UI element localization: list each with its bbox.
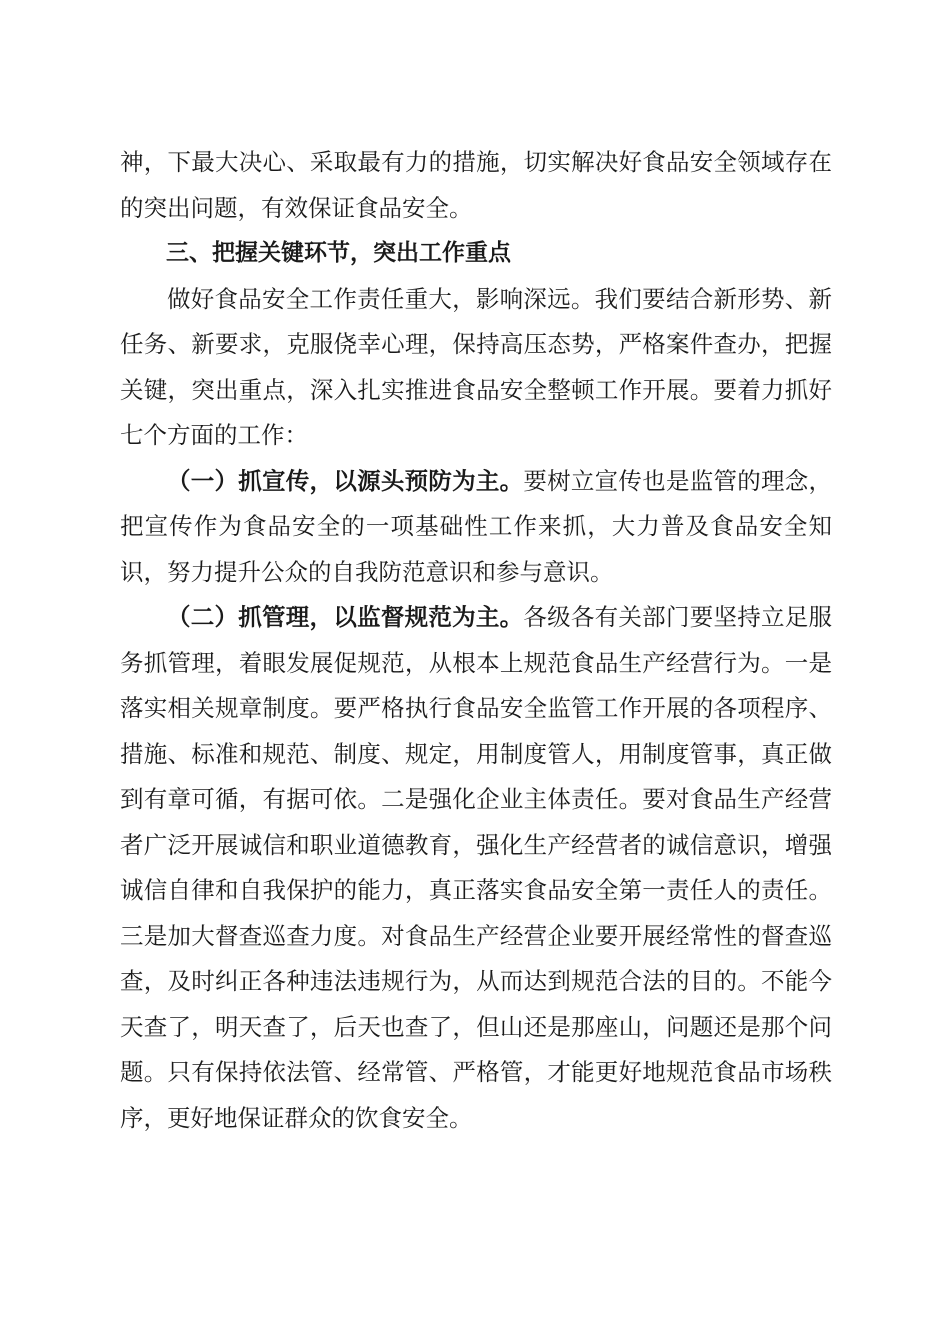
- item-1-title: （一）抓宣传，以源头预防为主。: [167, 466, 524, 495]
- item-1-body: 要树立宣传也是监管的理念，把宣传作为食品安全的一项基础性工作来抓，大力普及食品安全知识，努力提升公众的自我防范意识和参与意识。: [120, 466, 833, 586]
- paragraph-continuation: 神，下最大决心、采取最有力的措施，切实解决好食品安全领域存在的突出问题，有效保证食品安全。: [120, 148, 832, 222]
- item-2-title: （二）抓管理，以监督规范为主。: [167, 603, 524, 631]
- document-body: [120, 140, 832, 1141]
- paragraph-item-2: [120, 595, 832, 1141]
- section-heading-3: 三、把握关键环节，突出工作重点: [166, 240, 511, 266]
- paragraph-intro: 做好食品安全工作责任重大，影响深远。我们要结合新形势、新任务、新要求，克服侥幸心理，保持高压态势，严格案件查办，把握关键，突出重点，深入扎实推进食品安全整顿工作开展。要着力抓好七个方面的工作：: [120, 284, 832, 449]
- paragraph-item-1: [120, 459, 832, 596]
- item-2-body: 各级各有关部门要坚持立足服务抓管理，着眼发展促规范，从根本上规范食品生产经营行为。一是落实相关规章制度。要严格执行食品安全监管工作开展的各项程序、措施、标准和规范、制度、规定，用制度管人，用制度管事，真正做到有章可循，有据可依。二是强化企业主体责任。要对食品生产经营者广泛开展诚信和职业道德教育，强化生产经营者的诚信意识，增强诚信自律和自我保护的能力，真正落实食品安全第一责任人的责任。三是加大督查巡查力度。对食品生产经营企业要开展经常性的督查巡查，及时纠正各种违法违规行为，从而达到规范合法的目的。不能今天查了，明天查了，后天也查了，但山还是那座山，问题还是那个问题。只有保持依法管、经常管、严格管，才能更好地规范食品市场秩序，更好地保证群众的饮食安全。: [120, 603, 833, 1132]
